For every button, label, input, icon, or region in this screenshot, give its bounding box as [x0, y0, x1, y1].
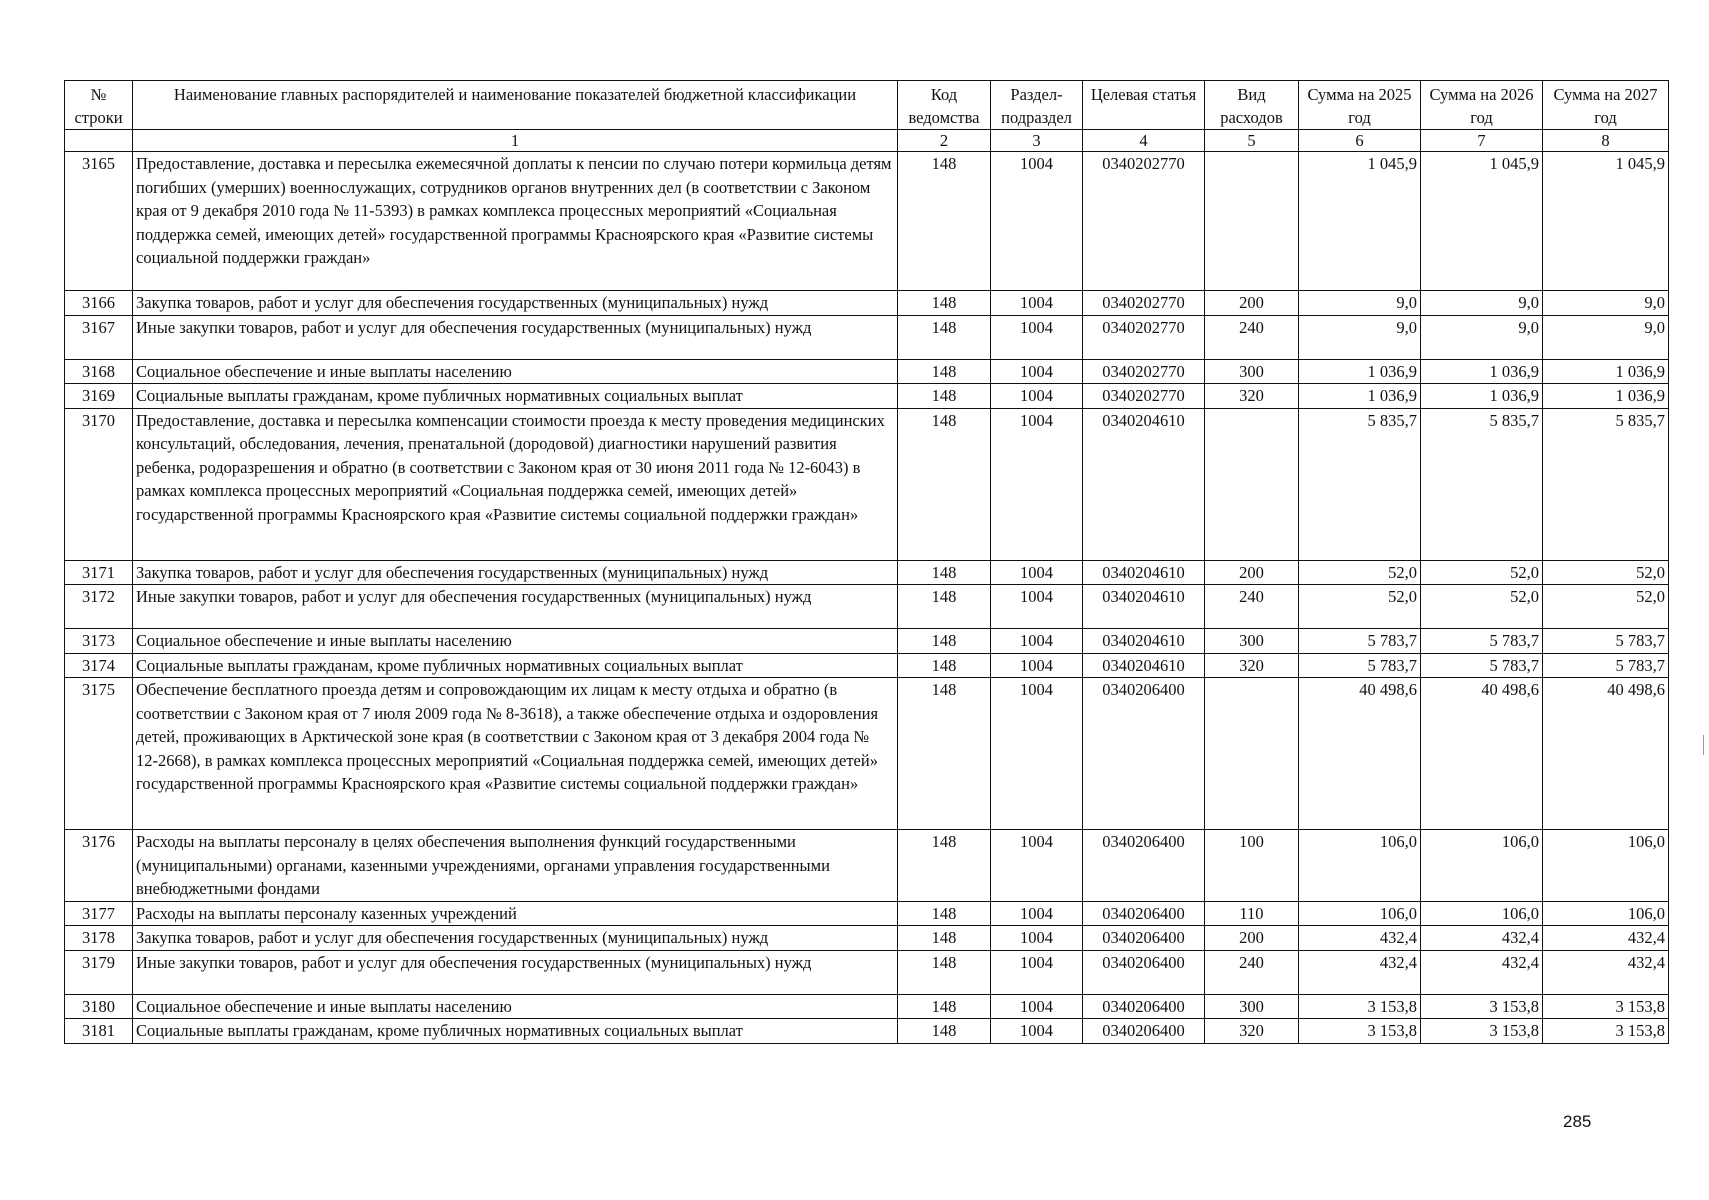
row-sum-2025: 432,4	[1299, 950, 1421, 994]
row-sum-2026: 106,0	[1421, 901, 1543, 926]
row-expense-type: 200	[1205, 560, 1299, 585]
row-dept-code: 148	[898, 901, 991, 926]
row-target: 0340202770	[1083, 315, 1205, 359]
row-expense-type	[1205, 152, 1299, 291]
row-dept-code: 148	[898, 291, 991, 316]
row-sum-2027: 106,0	[1543, 901, 1669, 926]
row-sum-2026: 52,0	[1421, 585, 1543, 629]
row-name: Иные закупки товаров, работ и услуг для обеспечения государственных (муниципальных) нужд	[133, 950, 898, 994]
row-number: 3177	[65, 901, 133, 926]
row-name: Социальное обеспечение и иные выплаты населению	[133, 629, 898, 654]
table-row	[65, 1019, 1669, 1044]
row-target: 0340206400	[1083, 830, 1205, 902]
row-sum-2025: 3 153,8	[1299, 1019, 1421, 1044]
row-sum-2025: 40 498,6	[1299, 678, 1421, 830]
row-section: 1004	[991, 901, 1083, 926]
row-number: 3166	[65, 291, 133, 316]
row-dept-code: 148	[898, 152, 991, 291]
row-sum-2026: 5 835,7	[1421, 408, 1543, 560]
column-number: 4	[1083, 130, 1205, 152]
table-row	[65, 950, 1669, 994]
row-section: 1004	[991, 291, 1083, 316]
row-target: 0340202770	[1083, 359, 1205, 384]
row-sum-2026: 3 153,8	[1421, 994, 1543, 1019]
row-target: 0340202770	[1083, 152, 1205, 291]
row-dept-code: 148	[898, 560, 991, 585]
row-expense-type: 240	[1205, 315, 1299, 359]
row-dept-code: 148	[898, 384, 991, 409]
row-sum-2025: 52,0	[1299, 585, 1421, 629]
row-sum-2026: 1 045,9	[1421, 152, 1543, 291]
row-name: Предоставление, доставка и пересылка компенсации стоимости проезда к месту проведения медицинских консультаций, обследования, лечения, пренатальной (дородовой) диагностики нарушений развития ребенка, родоразрешения и обратно (в соответствии с Законом края от 30 июня 2011 года № 12-6043) в рамках комплекса процессных мероприятий «Социальная поддержка семей, имеющих детей» государственной программы Красноярского края «Развитие системы социальной поддержки граждан»	[133, 408, 898, 560]
scan-artifact-mark	[1703, 735, 1704, 755]
row-sum-2026: 9,0	[1421, 315, 1543, 359]
table-row	[65, 152, 1669, 291]
row-number: 3165	[65, 152, 133, 291]
row-target: 0340204610	[1083, 653, 1205, 678]
table-header-row	[65, 81, 1669, 130]
row-section: 1004	[991, 384, 1083, 409]
row-name: Социальное обеспечение и иные выплаты населению	[133, 359, 898, 384]
column-number: 7	[1421, 130, 1543, 152]
row-number: 3175	[65, 678, 133, 830]
table-row	[65, 653, 1669, 678]
row-expense-type: 240	[1205, 950, 1299, 994]
row-name: Предоставление, доставка и пересылка ежемесячной доплаты к пенсии по случаю потери кормильца детям погибших (умерших) военнослужащих, сотрудников органов внутренних дел (в соответствии с Законом края от 9 декабря 2010 года № 11-5393) в рамках комплекса процессных мероприятий «Социальная поддержка семей, имеющих детей» государственной программы Красноярского края «Развитие системы социальной поддержки граждан»	[133, 152, 898, 291]
row-expense-type: 320	[1205, 1019, 1299, 1044]
row-name: Социальные выплаты гражданам, кроме публичных нормативных социальных выплат	[133, 653, 898, 678]
table-row	[65, 994, 1669, 1019]
table-row	[65, 315, 1669, 359]
row-sum-2027: 106,0	[1543, 830, 1669, 902]
column-number: 5	[1205, 130, 1299, 152]
row-dept-code: 148	[898, 678, 991, 830]
row-number: 3180	[65, 994, 133, 1019]
row-expense-type: 200	[1205, 926, 1299, 951]
row-dept-code: 148	[898, 926, 991, 951]
row-section: 1004	[991, 678, 1083, 830]
row-section: 1004	[991, 629, 1083, 654]
row-name: Закупка товаров, работ и услуг для обеспечения государственных (муниципальных) нужд	[133, 926, 898, 951]
row-sum-2027: 9,0	[1543, 315, 1669, 359]
row-sum-2026: 432,4	[1421, 950, 1543, 994]
row-sum-2025: 106,0	[1299, 830, 1421, 902]
column-number: 3	[991, 130, 1083, 152]
row-sum-2027: 5 783,7	[1543, 653, 1669, 678]
row-name: Иные закупки товаров, работ и услуг для обеспечения государственных (муниципальных) нужд	[133, 315, 898, 359]
row-number: 3174	[65, 653, 133, 678]
row-sum-2026: 5 783,7	[1421, 629, 1543, 654]
row-expense-type: 300	[1205, 359, 1299, 384]
row-name: Обеспечение бесплатного проезда детям и сопровождающим их лицам к месту отдыха и обратно (в соответствии с Законом края от 7 июля 2009 года № 8-3618), а также обеспечение отдыха и оздоровления детей, проживающих в Арктической зоне края (в соответствии с Законом края от 3 декабря 2004 года № 12-2668), в рамках комплекса процессных мероприятий «Социальная поддержка семей, имеющих детей» государственной программы Красноярского края «Развитие системы социальной поддержки граждан»	[133, 678, 898, 830]
row-dept-code: 148	[898, 830, 991, 902]
row-name: Закупка товаров, работ и услуг для обеспечения государственных (муниципальных) нужд	[133, 560, 898, 585]
row-expense-type: 320	[1205, 384, 1299, 409]
row-dept-code: 148	[898, 585, 991, 629]
row-sum-2027: 5 835,7	[1543, 408, 1669, 560]
row-target: 0340206400	[1083, 1019, 1205, 1044]
column-number: 8	[1543, 130, 1669, 152]
row-target: 0340204610	[1083, 560, 1205, 585]
row-sum-2025: 432,4	[1299, 926, 1421, 951]
column-number	[65, 130, 133, 152]
row-target: 0340204610	[1083, 408, 1205, 560]
row-sum-2025: 9,0	[1299, 315, 1421, 359]
row-target: 0340206400	[1083, 678, 1205, 830]
row-sum-2025: 1 036,9	[1299, 359, 1421, 384]
row-section: 1004	[991, 830, 1083, 902]
row-target: 0340206400	[1083, 950, 1205, 994]
row-number: 3167	[65, 315, 133, 359]
row-sum-2025: 3 153,8	[1299, 994, 1421, 1019]
row-dept-code: 148	[898, 408, 991, 560]
row-dept-code: 148	[898, 994, 991, 1019]
header-section: Раздел-подраздел	[991, 81, 1083, 130]
row-number: 3181	[65, 1019, 133, 1044]
header-sum-2025: Сумма на 2025 год	[1299, 81, 1421, 130]
row-dept-code: 148	[898, 359, 991, 384]
row-sum-2026: 3 153,8	[1421, 1019, 1543, 1044]
row-sum-2027: 1 045,9	[1543, 152, 1669, 291]
row-sum-2025: 1 036,9	[1299, 384, 1421, 409]
row-sum-2027: 5 783,7	[1543, 629, 1669, 654]
row-sum-2027: 432,4	[1543, 950, 1669, 994]
header-sum-2027: Сумма на 2027 год	[1543, 81, 1669, 130]
row-target: 0340206400	[1083, 994, 1205, 1019]
row-number: 3168	[65, 359, 133, 384]
row-sum-2025: 1 045,9	[1299, 152, 1421, 291]
header-expense-type: Вид расходов	[1205, 81, 1299, 130]
table-row	[65, 359, 1669, 384]
row-name: Социальные выплаты гражданам, кроме публичных нормативных социальных выплат	[133, 384, 898, 409]
row-dept-code: 148	[898, 653, 991, 678]
row-section: 1004	[991, 359, 1083, 384]
row-number: 3176	[65, 830, 133, 902]
row-sum-2027: 3 153,8	[1543, 994, 1669, 1019]
row-target: 0340206400	[1083, 901, 1205, 926]
table-row	[65, 384, 1669, 409]
column-number: 6	[1299, 130, 1421, 152]
row-sum-2027: 3 153,8	[1543, 1019, 1669, 1044]
column-number-row	[65, 130, 1669, 152]
row-expense-type: 100	[1205, 830, 1299, 902]
row-expense-type	[1205, 678, 1299, 830]
column-number: 2	[898, 130, 991, 152]
row-target: 0340202770	[1083, 291, 1205, 316]
row-expense-type	[1205, 408, 1299, 560]
row-sum-2027: 9,0	[1543, 291, 1669, 316]
row-dept-code: 148	[898, 1019, 991, 1044]
header-sum-2026: Сумма на 2026 год	[1421, 81, 1543, 130]
row-sum-2025: 106,0	[1299, 901, 1421, 926]
row-sum-2025: 52,0	[1299, 560, 1421, 585]
table-row	[65, 678, 1669, 830]
budget-table	[64, 80, 1669, 1044]
row-number: 3171	[65, 560, 133, 585]
header-row-no: № строки	[65, 81, 133, 130]
row-target: 0340202770	[1083, 384, 1205, 409]
row-name: Закупка товаров, работ и услуг для обеспечения государственных (муниципальных) нужд	[133, 291, 898, 316]
row-expense-type: 300	[1205, 629, 1299, 654]
row-sum-2026: 1 036,9	[1421, 359, 1543, 384]
row-sum-2026: 1 036,9	[1421, 384, 1543, 409]
row-target: 0340204610	[1083, 585, 1205, 629]
row-sum-2027: 1 036,9	[1543, 384, 1669, 409]
row-number: 3178	[65, 926, 133, 951]
page-number: 285	[1563, 1112, 1592, 1131]
row-name: Социальное обеспечение и иные выплаты населению	[133, 994, 898, 1019]
row-section: 1004	[991, 653, 1083, 678]
row-name: Иные закупки товаров, работ и услуг для обеспечения государственных (муниципальных) нужд	[133, 585, 898, 629]
row-sum-2026: 106,0	[1421, 830, 1543, 902]
row-expense-type: 240	[1205, 585, 1299, 629]
row-section: 1004	[991, 994, 1083, 1019]
row-sum-2027: 432,4	[1543, 926, 1669, 951]
row-sum-2025: 9,0	[1299, 291, 1421, 316]
row-target: 0340206400	[1083, 926, 1205, 951]
row-section: 1004	[991, 315, 1083, 359]
header-dept-code: Код ведомства	[898, 81, 991, 130]
row-sum-2027: 52,0	[1543, 585, 1669, 629]
row-dept-code: 148	[898, 315, 991, 359]
table-row	[65, 408, 1669, 560]
row-sum-2026: 5 783,7	[1421, 653, 1543, 678]
row-sum-2025: 5 783,7	[1299, 653, 1421, 678]
row-section: 1004	[991, 560, 1083, 585]
row-number: 3170	[65, 408, 133, 560]
column-number: 1	[133, 130, 898, 152]
row-section: 1004	[991, 585, 1083, 629]
row-expense-type: 110	[1205, 901, 1299, 926]
row-section: 1004	[991, 1019, 1083, 1044]
row-name: Расходы на выплаты персоналу казенных учреждений	[133, 901, 898, 926]
row-sum-2026: 52,0	[1421, 560, 1543, 585]
table-row	[65, 926, 1669, 951]
row-expense-type: 320	[1205, 653, 1299, 678]
row-section: 1004	[991, 926, 1083, 951]
table-row	[65, 901, 1669, 926]
row-name: Расходы на выплаты персоналу в целях обеспечения выполнения функций государственными (муниципальными) органами, казенными учреждениями, органами управления государственными внебюджетными фондами	[133, 830, 898, 902]
header-name: Наименование главных распорядителей и наименование показателей бюджетной классификации	[133, 81, 898, 130]
row-sum-2025: 5 783,7	[1299, 629, 1421, 654]
row-sum-2025: 5 835,7	[1299, 408, 1421, 560]
row-name: Социальные выплаты гражданам, кроме публичных нормативных социальных выплат	[133, 1019, 898, 1044]
row-number: 3173	[65, 629, 133, 654]
row-number: 3172	[65, 585, 133, 629]
row-sum-2026: 432,4	[1421, 926, 1543, 951]
row-sum-2027: 1 036,9	[1543, 359, 1669, 384]
table-row	[65, 291, 1669, 316]
row-sum-2027: 40 498,6	[1543, 678, 1669, 830]
table-row	[65, 560, 1669, 585]
table-body	[65, 152, 1669, 1044]
header-target: Целевая статья	[1083, 81, 1205, 130]
row-expense-type: 300	[1205, 994, 1299, 1019]
row-target: 0340204610	[1083, 629, 1205, 654]
row-number: 3169	[65, 384, 133, 409]
table-row	[65, 629, 1669, 654]
row-sum-2027: 52,0	[1543, 560, 1669, 585]
row-section: 1004	[991, 408, 1083, 560]
row-section: 1004	[991, 950, 1083, 994]
row-number: 3179	[65, 950, 133, 994]
row-dept-code: 148	[898, 950, 991, 994]
table-row	[65, 585, 1669, 629]
row-section: 1004	[991, 152, 1083, 291]
row-sum-2026: 40 498,6	[1421, 678, 1543, 830]
row-expense-type: 200	[1205, 291, 1299, 316]
table-row	[65, 830, 1669, 902]
row-dept-code: 148	[898, 629, 991, 654]
row-sum-2026: 9,0	[1421, 291, 1543, 316]
